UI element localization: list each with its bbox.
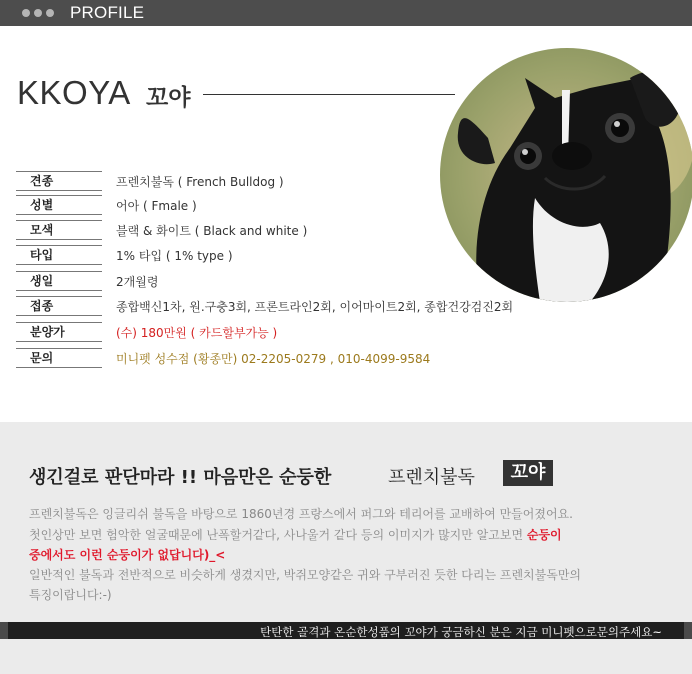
- info-row: [16, 171, 576, 191]
- description-line: [29, 546, 225, 563]
- info-row: [16, 322, 576, 342]
- headline-name-tag: 꼬야: [503, 460, 553, 486]
- dot-icon: [22, 9, 30, 17]
- dot-icon: [46, 9, 54, 17]
- info-row: [16, 220, 576, 240]
- info-label-type: 타입: [16, 245, 102, 265]
- header-bar: [0, 0, 692, 26]
- footer-cap-left: [0, 622, 8, 639]
- footer-banner: [0, 622, 692, 639]
- description-line: 일반적인 불독과 전반적으로 비슷하게 생겼지만, 박쥐모양같은 귀와 구부러진 듯한 다리는 프렌치불독만의: [29, 568, 582, 582]
- info-row: [16, 271, 576, 291]
- title-divider: [203, 94, 455, 95]
- info-value-vaccination: 종합백신1차, 원.구충3회, 프론트라인2회, 이어마이트2회, 종합건강검진2회: [116, 300, 514, 314]
- info-label-color: 모색: [16, 220, 102, 240]
- dot-icon: [34, 9, 42, 17]
- info-value-price: (수) 180만원 ( 카드할부가능 ): [116, 326, 278, 340]
- info-label-price: 분양가: [16, 322, 102, 342]
- description-text: 첫인상만 보면 험악한 얼굴때문에 난폭할거같다, 사나울거 같다 등의 이미지가 많지만 알고보면: [29, 528, 527, 542]
- info-row: [16, 296, 576, 316]
- footer-text: 탄탄한 골격과 온순한성품의 꼬야가 궁금하신 분은 지금 미니펫으로문의주세요~: [260, 625, 662, 639]
- info-label-sex: 성별: [16, 195, 102, 215]
- info-value-type: 1% 타입 ( 1% type ): [116, 249, 233, 263]
- description-line: 특징이랍니다:-): [29, 588, 112, 602]
- dog-name-english: KKOYA: [17, 74, 131, 111]
- info-row: [16, 348, 576, 368]
- info-label-birthday: 생일: [16, 271, 102, 291]
- headline-bold: 생긴걸로 판단마라 !! 마음만은 순둥한: [29, 467, 332, 488]
- info-label-vaccination: 접종: [16, 296, 102, 316]
- info-value-contact: 미니펫 성수점 (황종만) 02-2205-0279 , 010-4099-9584: [116, 352, 431, 366]
- info-value-breed: 프렌치불독 ( French Bulldog ): [116, 175, 284, 189]
- info-row: [16, 245, 576, 265]
- info-label-breed: 견종: [16, 171, 102, 191]
- window-dots: [22, 9, 54, 17]
- info-row: [16, 195, 576, 215]
- description-highlight: 중에서도 이런 순둥이가 없답니다)_<: [29, 548, 226, 562]
- dog-name-korean: 꼬야: [146, 85, 191, 111]
- description-line: [29, 526, 562, 543]
- footer-cap-right: [684, 622, 692, 639]
- info-label-contact: 문의: [16, 348, 102, 368]
- description-line: 프렌치불독은 잉글리쉬 불독을 바탕으로 1860년경 프랑스에서 퍼그와 테리어를 교배하여 만들어졌어요.: [29, 507, 573, 521]
- description-highlight: 순둥이: [526, 528, 562, 542]
- header-title: PROFILE: [70, 3, 145, 22]
- info-value-sex: 어아 ( Fmale ): [116, 199, 197, 213]
- info-value-color: 블랙 & 화이트 ( Black and white ): [116, 224, 308, 238]
- info-value-birthday: 2개월령: [116, 275, 159, 289]
- headline-breed: 프렌치불독: [388, 467, 475, 488]
